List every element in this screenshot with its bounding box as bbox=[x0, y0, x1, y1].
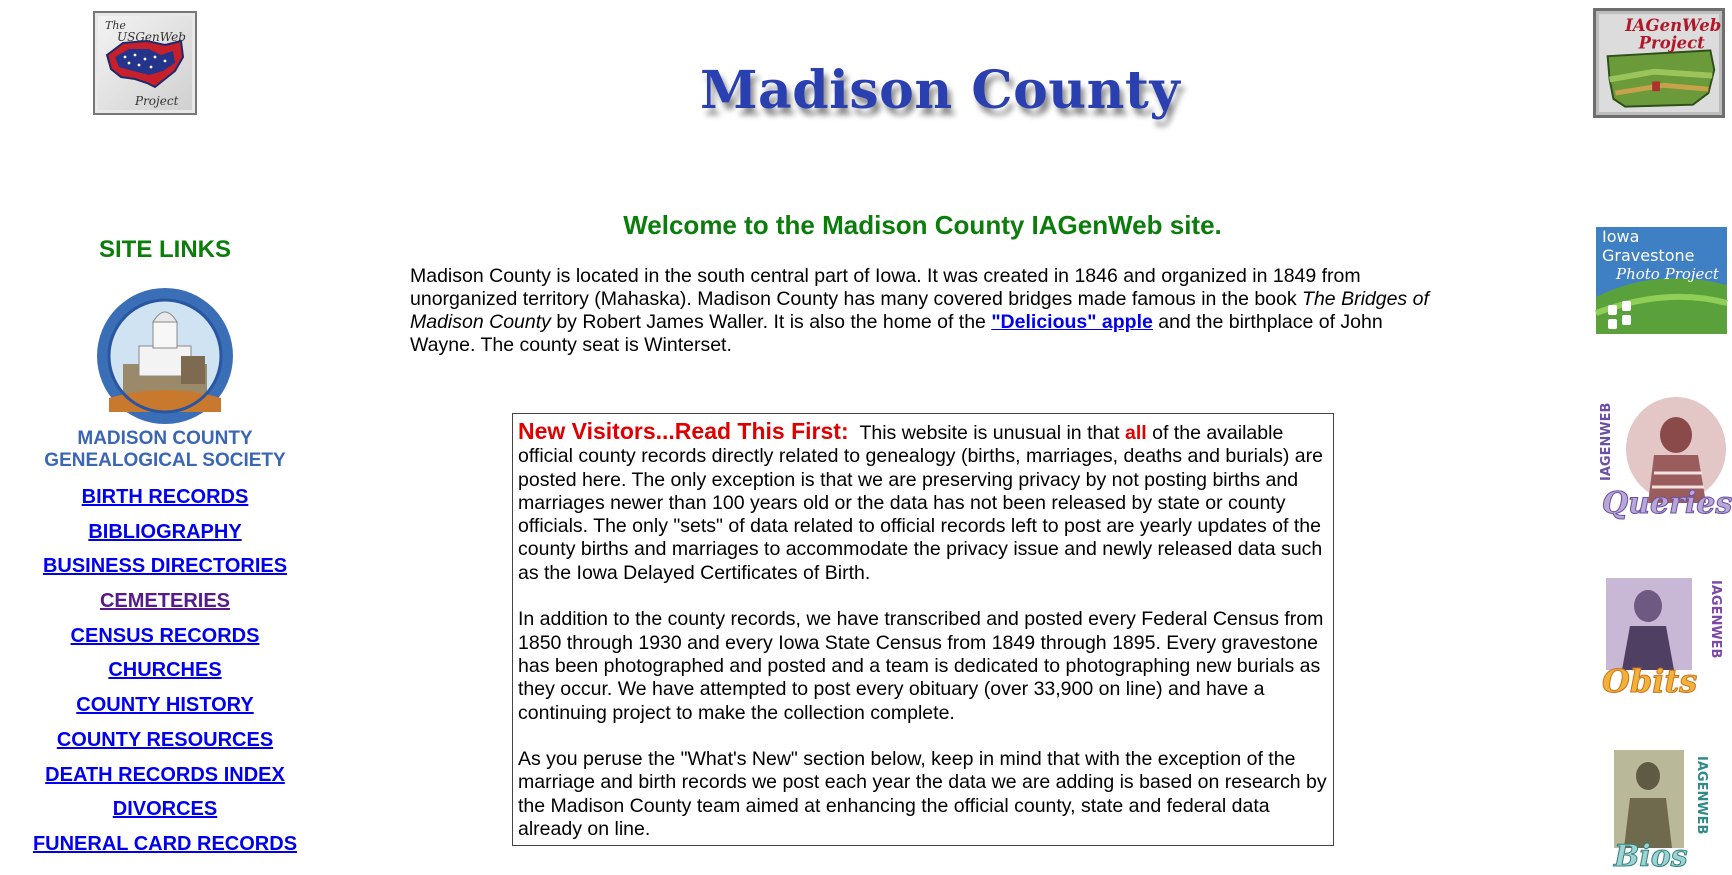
sidebar-link-county-resources[interactable]: COUNTY RESOURCES bbox=[56, 728, 274, 751]
sidebar-item bbox=[0, 723, 330, 758]
new-visitors-notice bbox=[512, 413, 1334, 846]
welcome-heading: Welcome to the Madison County IAGenWeb site. bbox=[623, 210, 1222, 240]
sidebar-link-death-records-index[interactable]: DEATH RECORDS INDEX bbox=[45, 763, 285, 786]
sidebar-item bbox=[0, 619, 330, 654]
intro-text-2: by Robert James Waller. It is also the home of the bbox=[550, 311, 992, 333]
svg-text:The: The bbox=[105, 19, 126, 32]
sidebar-heading: SITE LINKS bbox=[98, 236, 231, 263]
sidebar-link-bibliography[interactable]: BIBLIOGRAPHY bbox=[88, 520, 242, 543]
sidebar-item bbox=[0, 549, 330, 584]
svg-text:Project: Project bbox=[135, 94, 179, 108]
courthouse-seal-icon bbox=[95, 286, 235, 426]
sidebar-link-birth-records[interactable]: BIRTH RECORDS bbox=[81, 486, 249, 508]
genealogical-society-link[interactable] bbox=[0, 286, 330, 472]
bios-badge-icon bbox=[1610, 748, 1712, 874]
sidebar-link-cemeteries[interactable]: CEMETERIES bbox=[99, 590, 231, 613]
gravestone-project-icon bbox=[1596, 227, 1727, 334]
intro-text-3: and the birthplace of John Wayne. The county seat is Winterset. bbox=[410, 311, 1383, 356]
sidebar-item bbox=[0, 515, 330, 550]
notice-paragraph-3: As you peruse the "What's New" section below, keep in mind that with the exception of the marriage and birth records we post each year the data we are adding is based on research by the Madison County team aimed at enhancing the official county, state and federal data already on line. bbox=[518, 748, 1327, 841]
obits-badge-icon bbox=[1600, 572, 1723, 700]
society-name: MADISON COUNTY GENEALOGICAL SOCIETY bbox=[44, 428, 286, 471]
usgenweb-logo-icon bbox=[95, 13, 195, 113]
sidebar-item bbox=[0, 758, 330, 793]
sidebar bbox=[0, 232, 330, 862]
sidebar-item bbox=[0, 688, 330, 723]
usgenweb-logo[interactable] bbox=[93, 11, 197, 115]
gravestone-line2: Gravestone bbox=[1602, 246, 1695, 265]
book-title: The Bridges of Madison County bbox=[410, 288, 1429, 333]
intro-paragraph bbox=[410, 265, 1450, 357]
notice-paragraph-1 bbox=[518, 420, 1327, 585]
sidebar-link-funeral-card-records[interactable]: FUNERAL CARD RECORDS bbox=[32, 832, 298, 855]
obits-side-label: IAGENWEB bbox=[1708, 580, 1723, 659]
sidebar-item bbox=[0, 792, 330, 827]
queries-word: Queries bbox=[1602, 486, 1732, 521]
notice-p1-a: This website is unusual in that bbox=[859, 422, 1126, 444]
sidebar-link-business-directories[interactable]: BUSINESS DIRECTORIES bbox=[42, 555, 288, 578]
sidebar-link-census-records[interactable]: CENSUS RECORDS bbox=[70, 624, 260, 647]
queries-badge[interactable] bbox=[1596, 393, 1732, 521]
intro-text-1: Madison County is located in the south central part of Iowa. It was created in 1846 and organized in 1849 from unorganized territory (Mahaska). Madison County has many covered bridges made famous in the book bbox=[410, 265, 1361, 310]
notice-paragraph-2: In addition to the county records, we have transcribed and posted every Federal Census from 1850 through 1930 and every Iowa State Census from 1849 through 1895. Every gravestone has been photographed and posted and a team is dedicated to photographing new burials as they occur. We have attempted to post every obituary (over 33,900 on line) and have a continuing project to make the collection complete. bbox=[518, 608, 1324, 724]
notice-p1-b: of the available official county records directly related to genealogy (births, marriages, deaths and burials) are posted here. The only exception is that we are preserving privacy by not posting births and marriages newer than 100 years old or the data has not been released by state or county officials. The only "sets" of data related to official records left to post are yearly updates of the county births and marriages to accommodate the privacy issue and newly released data such as the Iowa Delayed Certificates of Birth. bbox=[518, 422, 1323, 584]
delicious-apple-link[interactable]: "Delicious" apple bbox=[991, 311, 1153, 333]
bios-badge[interactable] bbox=[1610, 748, 1712, 874]
bios-side-label: IAGENWEB bbox=[1694, 756, 1709, 835]
svg-text:USGenWeb: USGenWeb bbox=[117, 30, 186, 44]
sidebar-item bbox=[0, 653, 330, 688]
sidebar-item bbox=[0, 480, 330, 515]
site-links-list bbox=[0, 480, 330, 862]
gravestone-line3: Photo Project bbox=[1616, 265, 1719, 283]
obits-word: Obits bbox=[1602, 662, 1698, 700]
iagenweb-logo-icon bbox=[1596, 11, 1722, 115]
sidebar-link-churches[interactable]: CHURCHES bbox=[108, 659, 222, 682]
sidebar-item bbox=[0, 584, 330, 619]
sidebar-link-county-history[interactable]: COUNTY HISTORY bbox=[76, 694, 254, 717]
site-title: Madison County bbox=[700, 59, 1181, 121]
obits-badge[interactable] bbox=[1600, 572, 1723, 700]
queries-badge-icon bbox=[1596, 393, 1732, 521]
gravestone-project-badge[interactable] bbox=[1596, 227, 1727, 334]
queries-side-label: IAGENWEB bbox=[1599, 402, 1614, 481]
notice-emphasis: all bbox=[1125, 422, 1147, 444]
sidebar-item bbox=[0, 827, 330, 862]
svg-text:IAGenWeb: IAGenWeb bbox=[1625, 16, 1722, 36]
svg-text:Project: Project bbox=[1638, 33, 1705, 53]
iagenweb-logo[interactable] bbox=[1593, 8, 1725, 118]
bios-word: Bios bbox=[1614, 839, 1688, 874]
sidebar-link-divorces[interactable]: DIVORCES bbox=[112, 798, 218, 821]
gravestone-line1: Iowa bbox=[1602, 227, 1640, 246]
notice-lead: New Visitors...Read This First: bbox=[518, 418, 849, 444]
